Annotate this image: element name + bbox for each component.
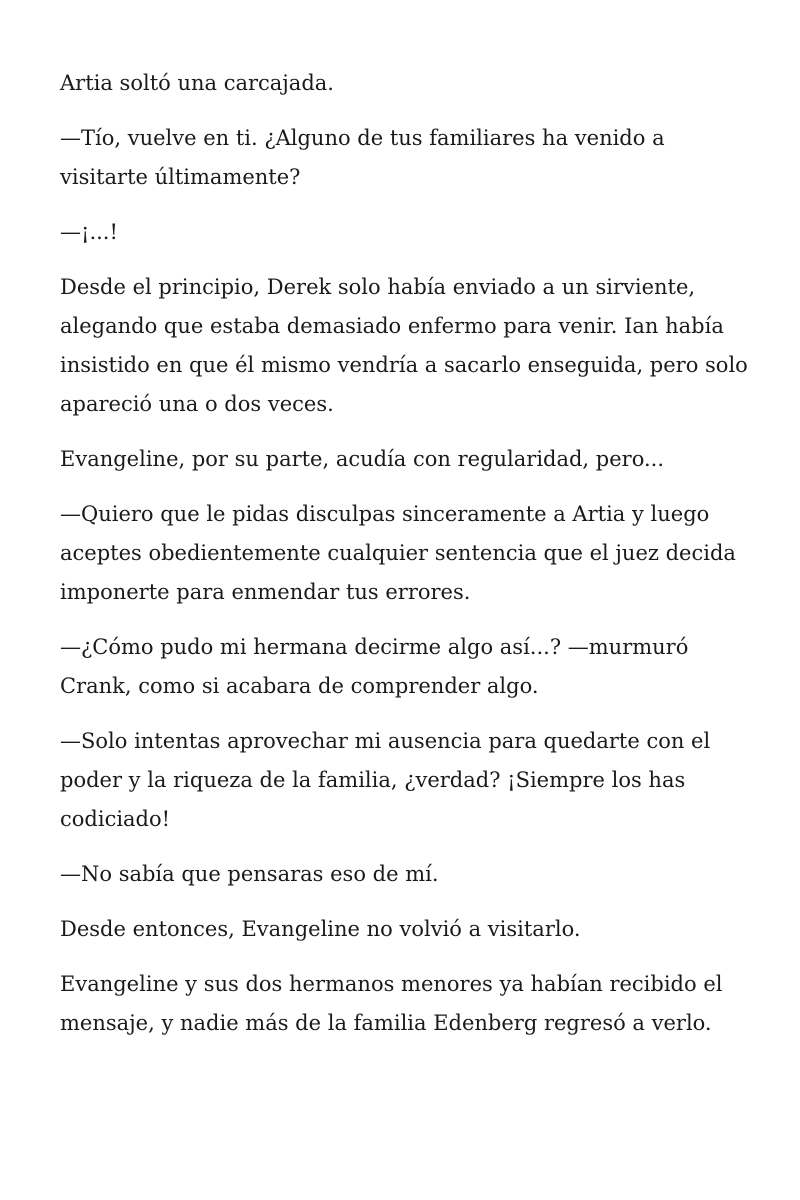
paragraph: —¿Cómo pudo mi hermana decirme algo así...? —murmuró Crank, como si acabara de comprender algo.	[60, 635, 689, 698]
paragraph: Evangeline y sus dos hermanos menores ya habían recibido el mensaje, y nadie más de la familia Edenberg regresó a verlo.	[60, 972, 723, 1035]
paragraph: —Quiero que le pidas disculpas sinceramente a Artia y luego aceptes obedientemente cualquier sentencia que el juez decida imponerte para enmendar tus errores.	[60, 502, 736, 604]
paragraph: —Solo intentas aprovechar mi ausencia para quedarte con el poder y la riqueza de la familia, ¿verdad? ¡Siempre los has codiciado!	[60, 729, 711, 831]
paragraph: —Tío, vuelve en ti. ¿Alguno de tus familiares ha venido a visitarte últimamente?	[60, 126, 665, 189]
paragraph: Artia soltó una carcajada.	[60, 71, 334, 95]
reading-page	[60, 64, 750, 1059]
paragraph: Desde entonces, Evangeline no volvió a visitarlo.	[60, 917, 581, 941]
paragraph: Evangeline, por su parte, acudía con regularidad, pero...	[60, 447, 664, 471]
paragraph: —¡...!	[60, 220, 118, 244]
paragraph: —No sabía que pensaras eso de mí.	[60, 862, 439, 886]
paragraph: Desde el principio, Derek solo había enviado a un sirviente, alegando que estaba demasiado enfermo para venir. Ian había insistido en que él mismo vendría a sacarlo enseguida, pero solo apareció una o dos veces.	[60, 275, 748, 416]
